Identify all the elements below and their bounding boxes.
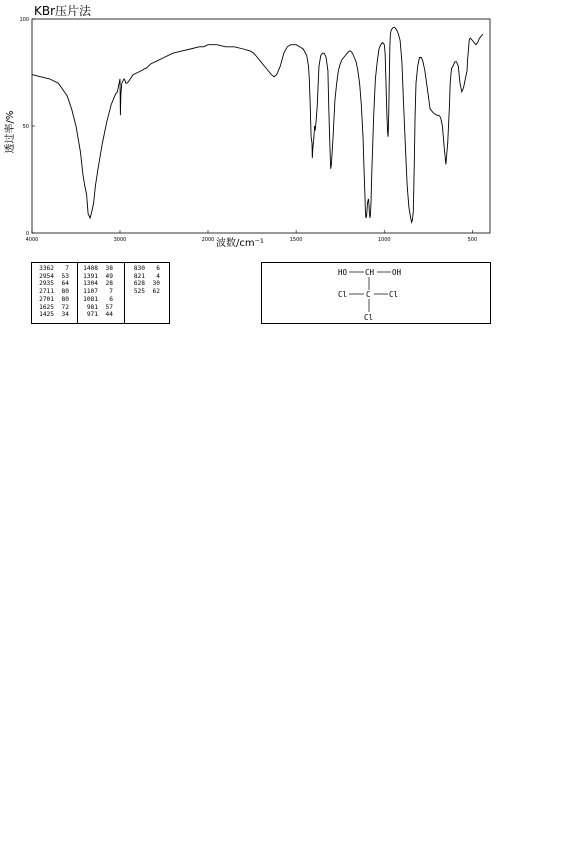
peak-wavenumber: 628 [133,280,145,288]
peak-transmittance: 80 [61,295,69,303]
peak-wavenumber: 830 [133,265,145,272]
peak-column-1 [34,265,69,319]
peak-transmittance: 57 [105,303,113,311]
peak-wavenumber: 981 [86,303,98,311]
tick-marks [32,19,472,233]
peak-row [125,288,160,296]
peak-transmittance: 4 [156,272,160,280]
x-tick-label: 2000 [201,237,215,243]
peak-wavenumber: 3362 [39,265,54,272]
transmittance-line [32,28,483,223]
peak-row [34,280,69,288]
peak-row [125,273,160,281]
peak-transmittance: 7 [65,265,69,272]
peak-row [34,311,69,319]
peak-wavenumber: 821 [133,272,145,280]
peak-row [78,304,113,312]
ir-spectrum-chart [0,0,570,256]
peak-table [31,262,170,324]
peak-wavenumber: 1107 [83,288,98,296]
peak-row [34,273,69,281]
peak-transmittance: 6 [109,295,113,303]
peak-row [78,273,113,281]
peak-wavenumber: 2935 [39,280,54,288]
y-tick-label: 100 [19,17,29,23]
peak-row [78,280,113,288]
atom-c: C [366,290,371,299]
peak-wavenumber: 1425 [39,311,54,319]
plot-frame [32,19,490,233]
x-axis-label: 波数/cm⁻¹ [216,238,264,249]
peak-transmittance: 34 [61,311,69,319]
peak-column-2 [77,263,113,323]
peak-wavenumber: 971 [86,311,98,319]
peak-wavenumber: 1408 [83,265,98,272]
atom-cl-left: Cl [338,290,348,299]
peak-transmittance: 64 [61,280,69,288]
peak-transmittance: 44 [105,311,113,319]
peak-transmittance: 53 [61,272,69,280]
y-axis-label: 透过率/% [5,110,16,154]
atom-cl-right: Cl [389,290,399,299]
x-tick-label: 500 [467,237,478,243]
peak-row [78,311,113,319]
chart-title: KBr压片法 [34,4,92,18]
x-tick-label: 1000 [377,237,391,243]
peak-row [78,288,113,296]
peak-transmittance: 30 [152,280,160,288]
peak-transmittance: 38 [105,265,113,272]
y-tick-label: 50 [22,124,29,130]
peak-wavenumber: 2954 [39,272,54,280]
peak-transmittance: 72 [61,303,69,311]
peak-wavenumber: 525 [133,288,145,296]
x-tick-label: 3000 [113,237,127,243]
peak-wavenumber: 1391 [83,272,98,280]
peak-row [34,288,69,296]
peak-row [125,265,160,273]
peak-row [34,304,69,312]
x-tick-label: 1500 [289,237,303,243]
peak-wavenumber: 1081 [83,295,98,303]
peak-wavenumber: 2711 [39,288,54,296]
peak-row [34,296,69,304]
peak-row [34,265,69,273]
peak-wavenumber: 1304 [83,280,98,288]
peak-transmittance: 49 [105,272,113,280]
peak-wavenumber: 1625 [39,303,54,311]
atom-cl-bottom: Cl [364,313,374,322]
peak-row [78,296,113,304]
peak-wavenumber: 2701 [39,295,54,303]
atom-ho: HO [338,268,348,277]
peak-transmittance: 28 [105,280,113,288]
atom-ch: CH [365,268,375,277]
atom-oh: OH [392,268,402,277]
x-tick-label: 4000 [25,237,39,243]
structure-diagram [261,262,491,324]
peak-column-3 [124,263,160,323]
peak-transmittance: 62 [152,288,160,296]
y-tick-label: 0 [25,231,29,237]
peak-row [78,265,113,273]
peak-transmittance: 7 [109,288,113,296]
peak-row [125,280,160,288]
peak-transmittance: 6 [156,265,160,272]
peak-transmittance: 80 [61,288,69,296]
